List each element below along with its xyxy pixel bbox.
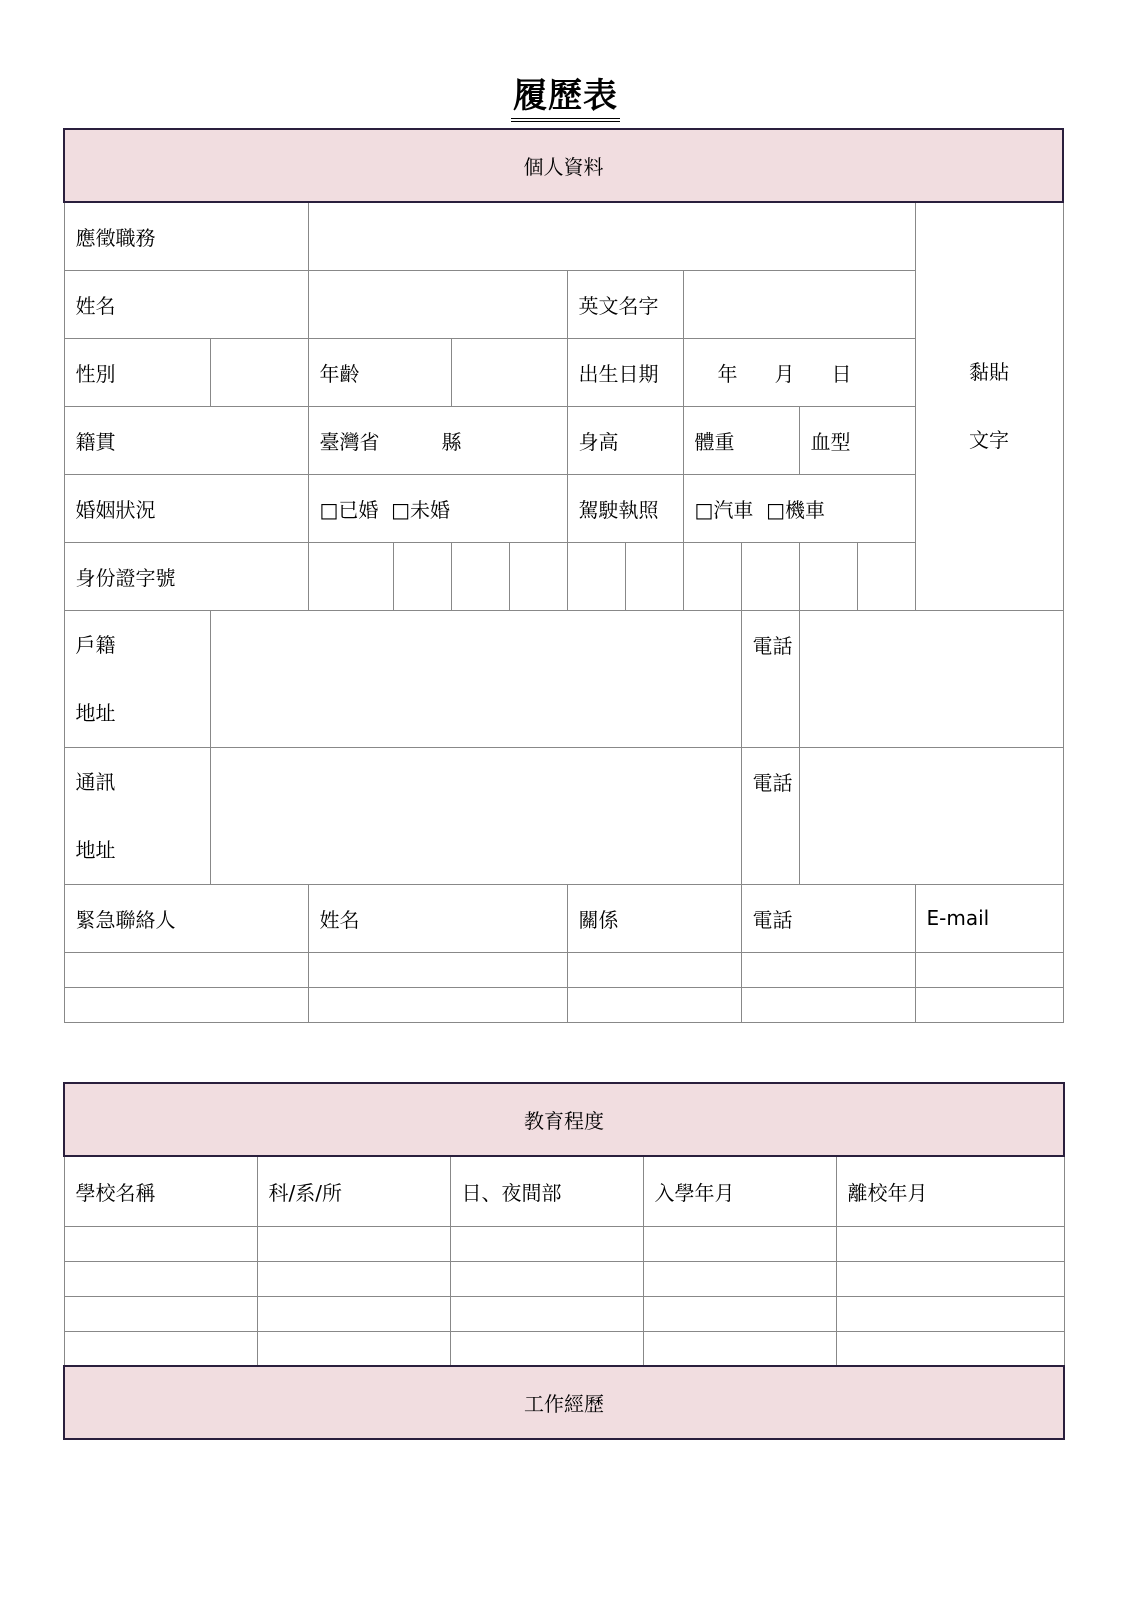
motorcycle-checkbox[interactable]: □機車 [766,497,826,522]
birth-day: 日 [831,361,852,386]
birth-field[interactable] [683,338,915,406]
emergency-name-header: 姓名 [308,884,567,952]
position-field[interactable] [308,202,915,270]
education-cell[interactable] [643,1331,836,1366]
section-header-personal: 個人資料 [64,129,1063,202]
mail-address-label-1: 通訊 [75,769,116,794]
mail-address-label [64,747,210,884]
gender-field[interactable] [210,338,308,406]
blood-label: 血型 [799,406,915,474]
license-options[interactable] [683,474,915,542]
photo-text-2: 文字 [969,428,1009,453]
mail-address-field[interactable] [210,747,741,884]
department-header: 科/系/所 [257,1156,450,1226]
reg-phone-field[interactable] [799,610,1063,747]
education-table [63,1082,1065,1440]
education-cell[interactable] [450,1261,643,1296]
weight-label: 體重 [683,406,799,474]
emergency-cell[interactable] [308,987,567,1022]
native-field[interactable] [308,406,567,474]
education-cell[interactable] [64,1331,257,1366]
marital-label: 婚姻狀況 [64,474,308,542]
id-digit-box[interactable] [567,542,625,610]
enroll-date-header: 入學年月 [643,1156,836,1226]
id-digit-box[interactable] [308,542,393,610]
single-checkbox[interactable]: □未婚 [391,497,451,522]
emergency-contact-header: 緊急聯絡人 [64,884,308,952]
education-cell[interactable] [450,1226,643,1261]
emergency-row [64,987,1063,1022]
birth-month: 月 [774,361,795,386]
education-cell[interactable] [257,1331,450,1366]
mail-phone-field[interactable] [799,747,1063,884]
mail-phone-label: 電話 [741,747,799,884]
page-title-wrap [0,74,1131,118]
english-name-label: 英文名字 [567,270,683,338]
age-label: 年齡 [308,338,451,406]
education-row [64,1296,1064,1331]
photo-area[interactable] [915,202,1063,610]
reg-address-label-2: 地址 [75,700,116,725]
id-digit-box[interactable] [799,542,857,610]
id-digit-box[interactable] [509,542,567,610]
school-name-header: 學校名稱 [64,1156,257,1226]
marital-options[interactable] [308,474,567,542]
day-night-header: 日、夜間部 [450,1156,643,1226]
reg-phone-label: 電話 [741,610,799,747]
emergency-cell[interactable] [915,987,1063,1022]
car-checkbox[interactable]: □汽車 [694,497,754,522]
emergency-cell[interactable] [741,952,915,987]
education-row [64,1331,1064,1366]
education-cell[interactable] [64,1261,257,1296]
province-text: 臺灣省 [319,429,380,454]
education-cell[interactable] [450,1331,643,1366]
emergency-cell[interactable] [64,987,308,1022]
name-field[interactable] [308,270,567,338]
name-label: 姓名 [64,270,308,338]
education-cell[interactable] [643,1226,836,1261]
id-digit-box[interactable] [857,542,915,610]
id-digit-box[interactable] [393,542,451,610]
county-text: 縣 [441,429,462,454]
education-cell[interactable] [643,1261,836,1296]
id-digit-box[interactable] [741,542,799,610]
married-checkbox[interactable]: □已婚 [319,497,379,522]
emergency-cell[interactable] [64,952,308,987]
personal-info-table [63,128,1064,1023]
education-row [64,1226,1064,1261]
id-digit-box[interactable] [451,542,509,610]
section-header-education: 教育程度 [64,1083,1064,1156]
emergency-email-header: E-mail [915,884,1063,952]
education-cell[interactable] [64,1296,257,1331]
education-row [64,1261,1064,1296]
emergency-cell[interactable] [308,952,567,987]
education-cell[interactable] [257,1261,450,1296]
education-cell[interactable] [643,1296,836,1331]
leave-date-header: 離校年月 [836,1156,1064,1226]
photo-text-1: 黏貼 [969,360,1009,385]
education-cell[interactable] [836,1296,1064,1331]
english-name-field[interactable] [683,270,915,338]
reg-address-label [64,610,210,747]
education-cell[interactable] [836,1331,1064,1366]
education-cell[interactable] [450,1296,643,1331]
id-label: 身份證字號 [64,542,308,610]
education-cell[interactable] [257,1296,450,1331]
emergency-phone-header: 電話 [741,884,915,952]
emergency-cell[interactable] [567,987,741,1022]
reg-address-label-1: 戶籍 [75,632,116,657]
reg-address-field[interactable] [210,610,741,747]
education-cell[interactable] [257,1226,450,1261]
page-title: 履歷表 [511,76,620,122]
birth-label: 出生日期 [567,338,683,406]
gender-label: 性別 [64,338,210,406]
emergency-row [64,952,1063,987]
education-cell[interactable] [836,1226,1064,1261]
position-label: 應徵職務 [64,202,308,270]
license-label: 駕駛執照 [567,474,683,542]
mail-address-label-2: 地址 [75,837,116,862]
id-digit-box[interactable] [683,542,741,610]
emergency-cell[interactable] [915,952,1063,987]
native-label: 籍貫 [64,406,308,474]
emergency-relation-header: 關係 [567,884,741,952]
height-label: 身高 [567,406,683,474]
education-cell[interactable] [836,1261,1064,1296]
birth-year: 年 [717,361,738,386]
id-digit-box[interactable] [625,542,683,610]
section-header-work: 工作經歷 [64,1366,1064,1439]
education-cell[interactable] [64,1226,257,1261]
age-field[interactable] [451,338,567,406]
emergency-cell[interactable] [741,987,915,1022]
emergency-cell[interactable] [567,952,741,987]
